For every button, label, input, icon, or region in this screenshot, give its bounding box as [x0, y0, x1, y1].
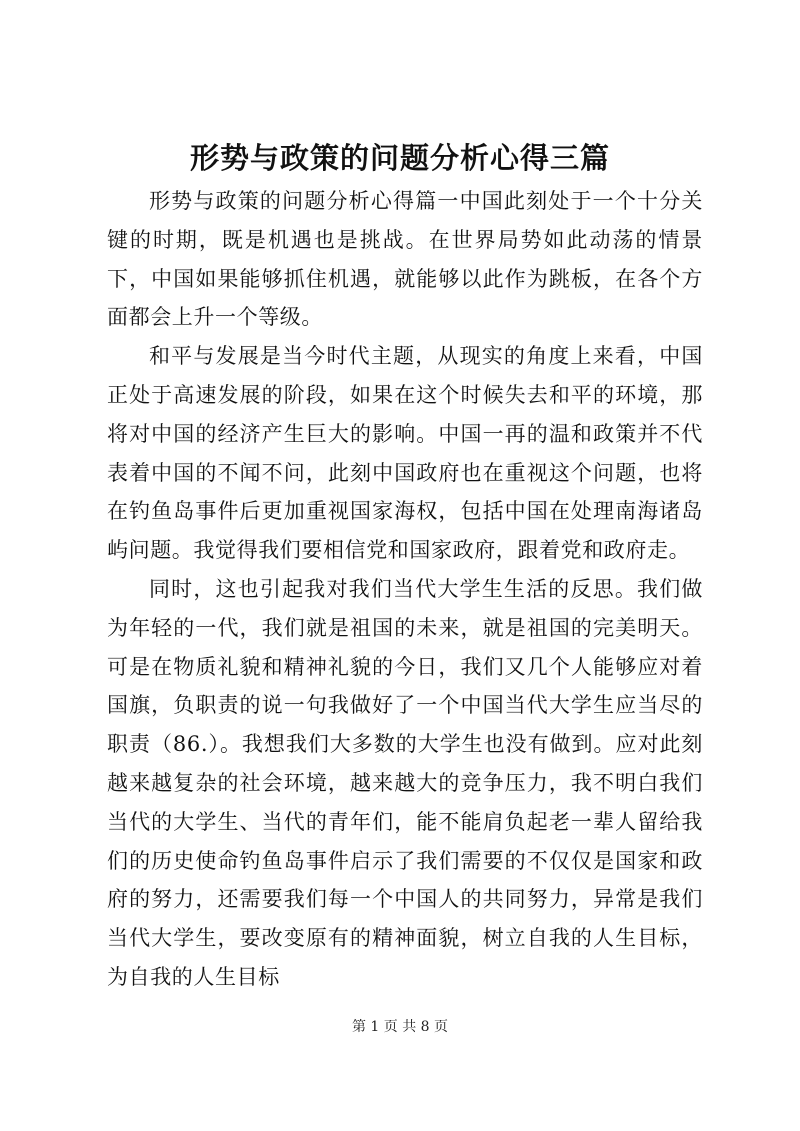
page-footer: 第 1 页 共 8 页: [351, 1019, 449, 1035]
paragraph-1: 形势与政策的问题分析心得篇一中国此刻处于一个十分关键的时期，既是机遇也是挑战。在世界局势如此动荡的情景下，中国如果能够抓住机遇，就能够以此作为跳板，在各个方面都会上升一个等级。: [107, 189, 703, 330]
document-body: [107, 182, 703, 997]
document-title: 形势与政策的问题分析心得三篇: [189, 141, 610, 175]
paragraph-3: 同时，这也引起我对我们当代大学生生活的反思。我们做为年轻的一代，我们就是祖国的未来，就是祖国的完美明天。可是在物质礼貌和精神礼貌的今日，我们又几个人能够应对着国旗，负职责的说一句我做好了一个中国当代大学生应当尽的职责（86.）。我想我们大多数的大学生也没有做到。应对此刻越来越复杂的社会环境，越来越大的竞争压力，我不明白我们当代的大学生、当代的青年们，能不能肩负起老一辈人留给我们的历史使命钓鱼岛事件启示了我们需要的不仅仅是国家和政府的努力，还需要我们每一个中国人的共同努力，异常是我们当代大学生，要改变原有的精神面貌，树立自我的人生目标，为自我的人生目标: [107, 576, 703, 989]
paragraph-2: 和平与发展是当今时代主题，从现实的角度上来看，中国正处于高速发展的阶段，如果在这个时候失去和平的环境，那将对中国的经济产生巨大的影响。中国一再的温和政策并不代表着中国的不闻不问，此刻中国政府也在重视这个问题，也将在钓鱼岛事件后更加重视国家海权，包括中国在处理南海诸岛屿问题。我觉得我们要相信党和国家政府，跟着党和政府走。: [107, 344, 703, 563]
